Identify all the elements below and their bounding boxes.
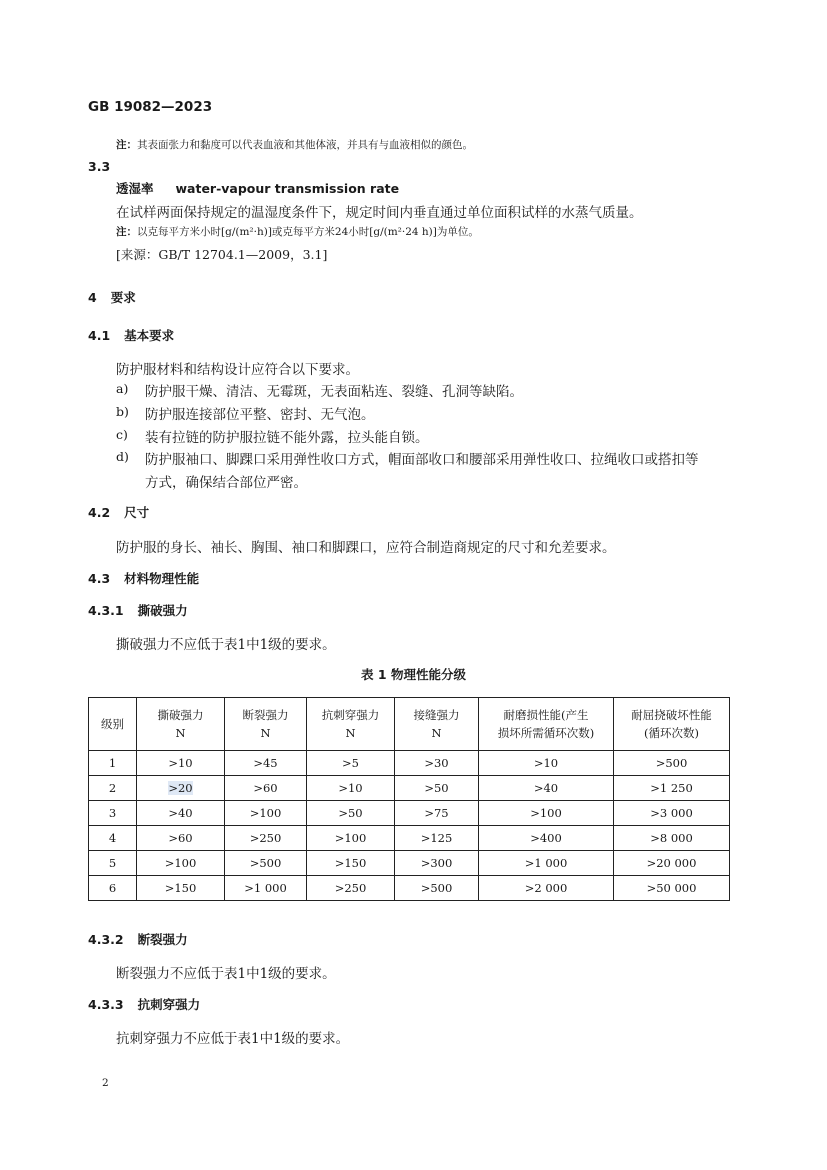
table-cell: 2 <box>89 776 137 801</box>
section-4-3-3-heading <box>88 995 200 1013</box>
section-4-3-3-text: 抗刺穿强力不应低于表1中1级的要求。 <box>116 1031 350 1047</box>
table-row <box>89 826 730 851</box>
term-source: [来源：GB/T 12704.1—2009，3.1] <box>116 247 328 262</box>
table-cell: >500 <box>225 851 307 876</box>
term-en: water-vapour transmission rate <box>175 181 400 196</box>
section-title: 基本要求 <box>124 328 175 343</box>
table-cell: >5 <box>307 751 395 776</box>
table-cell: >75 <box>395 801 479 826</box>
page-number: 2 <box>102 1077 109 1089</box>
section-number: 4 <box>88 290 97 305</box>
section-4-2-text: 防护服的身长、袖长、胸围、袖口和脚踝口，应符合制造商规定的尺寸和允差要求。 <box>116 540 616 556</box>
header-cell: 抗刺穿强力 N <box>307 698 395 751</box>
list-item: 装有拉链的防护服拉链不能外露，拉头能自锁。 <box>145 430 429 446</box>
table-cell: 3 <box>89 801 137 826</box>
list-marker: a) <box>116 381 129 396</box>
term-number: 3.3 <box>88 159 111 174</box>
section-title: 材料物理性能 <box>124 571 200 586</box>
table-cell: >100 <box>307 826 395 851</box>
table-cell: >60 <box>137 826 225 851</box>
header-cell: 撕破强力 N <box>137 698 225 751</box>
section-title: 要求 <box>110 290 136 305</box>
table-cell: >100 <box>225 801 307 826</box>
list-item-continuation: 方式，确保结合部位严密。 <box>145 475 307 491</box>
header-cell: 接缝强力 N <box>395 698 479 751</box>
table-cell: >150 <box>307 851 395 876</box>
table-cell: >40 <box>479 776 614 801</box>
section-number: 4.1 <box>88 328 111 343</box>
table-row <box>89 776 730 801</box>
table-cell: >1 000 <box>225 876 307 901</box>
table-cell: >20 000 <box>614 851 730 876</box>
term-title <box>116 179 399 197</box>
table-cell: 6 <box>89 876 137 901</box>
table-cell: >45 <box>225 751 307 776</box>
table-cell: 4 <box>89 826 137 851</box>
table-cell: >150 <box>137 876 225 901</box>
section-4-1-heading <box>88 326 174 344</box>
section-title: 撕破强力 <box>137 603 188 618</box>
table-row <box>89 751 730 776</box>
physical-performance-table <box>88 697 730 901</box>
table-cell: >100 <box>479 801 614 826</box>
term-note-label: 注： <box>116 226 137 238</box>
section-title: 尺寸 <box>124 505 150 520</box>
section-number: 4.3.3 <box>88 997 124 1012</box>
header-cell: 断裂强力 N <box>225 698 307 751</box>
table-cell: >500 <box>395 876 479 901</box>
table-cell <box>137 776 225 801</box>
section-4-3-2-text: 断裂强力不应低于表1中1级的要求。 <box>116 966 336 982</box>
standard-code: GB 19082—2023 <box>88 99 213 115</box>
term-cn: 透湿率 <box>116 181 154 196</box>
table-cell: >3 000 <box>614 801 730 826</box>
section-title: 抗刺穿强力 <box>137 997 201 1012</box>
table-cell: >2 000 <box>479 876 614 901</box>
table-cell: >10 <box>479 751 614 776</box>
header-cell: 级别 <box>89 698 137 751</box>
section-title: 断裂强力 <box>137 932 188 947</box>
table-cell: >30 <box>395 751 479 776</box>
table-cell: >50 <box>395 776 479 801</box>
header-cell: 耐屈挠破坏性能 (循环次数) <box>614 698 730 751</box>
table-cell: >1 250 <box>614 776 730 801</box>
list-item: 防护服连接部位平整、密封、无气泡。 <box>145 407 375 423</box>
table-row <box>89 876 730 901</box>
term-definition: 在试样两面保持规定的温湿度条件下，规定时间内垂直通过单位面积试样的水蒸气质量。 <box>116 205 643 221</box>
list-item: 防护服袖口、脚踝口采用弹性收口方式，帽面部收口和腰部采用弹性收口、拉绳收口或搭扣等 <box>145 452 699 468</box>
highlighted-value: >20 <box>168 781 193 795</box>
table-cell: >8 000 <box>614 826 730 851</box>
term-note-text: 以克每平方米小时[g/(m²·h)]或克每平方米24小时[g/(m²·24 h)]为单位。 <box>137 226 479 238</box>
table-cell: 1 <box>89 751 137 776</box>
table-cell: >50 <box>307 801 395 826</box>
note-label: 注： <box>116 139 137 151</box>
list-item: 防护服干燥、清洁、无霉斑，无表面粘连、裂缝、孔洞等缺陷。 <box>145 384 523 400</box>
table-cell: >10 <box>137 751 225 776</box>
list-marker: b) <box>116 404 129 419</box>
header-cell: 耐磨损性能(产生 损坏所需循环次数) <box>479 698 614 751</box>
table-cell: >300 <box>395 851 479 876</box>
table-header-row <box>89 698 730 751</box>
table-cell: >500 <box>614 751 730 776</box>
table-row <box>89 851 730 876</box>
section-4-3-2-heading <box>88 930 188 948</box>
section-4-heading <box>88 288 136 306</box>
section-number: 4.3.2 <box>88 932 124 947</box>
table-cell: >250 <box>225 826 307 851</box>
section-number: 4.3 <box>88 571 111 586</box>
table-cell: >400 <box>479 826 614 851</box>
table-cell: >60 <box>225 776 307 801</box>
table-cell: >100 <box>137 851 225 876</box>
section-number: 4.2 <box>88 505 111 520</box>
table-cell: >10 <box>307 776 395 801</box>
table-caption: 表 1 物理性能分级 <box>361 667 466 682</box>
note-top <box>116 137 473 152</box>
table-cell: >125 <box>395 826 479 851</box>
list-marker: d) <box>116 449 129 464</box>
table-cell: >250 <box>307 876 395 901</box>
note-text: 其表面张力和黏度可以代表血液和其他体液，并具有与血液相似的颜色。 <box>137 139 473 151</box>
table-cell: >50 000 <box>614 876 730 901</box>
table-cell: >40 <box>137 801 225 826</box>
section-4-1-intro: 防护服材料和结构设计应符合以下要求。 <box>116 362 359 378</box>
list-marker: c) <box>116 427 128 442</box>
table-cell: >1 000 <box>479 851 614 876</box>
section-4-3-1-heading <box>88 601 188 619</box>
term-note <box>116 224 479 239</box>
section-4-3-heading <box>88 569 199 587</box>
section-number: 4.3.1 <box>88 603 124 618</box>
section-4-2-heading <box>88 503 149 521</box>
table-cell: 5 <box>89 851 137 876</box>
section-4-3-1-text: 撕破强力不应低于表1中1级的要求。 <box>116 637 336 653</box>
table-row <box>89 801 730 826</box>
